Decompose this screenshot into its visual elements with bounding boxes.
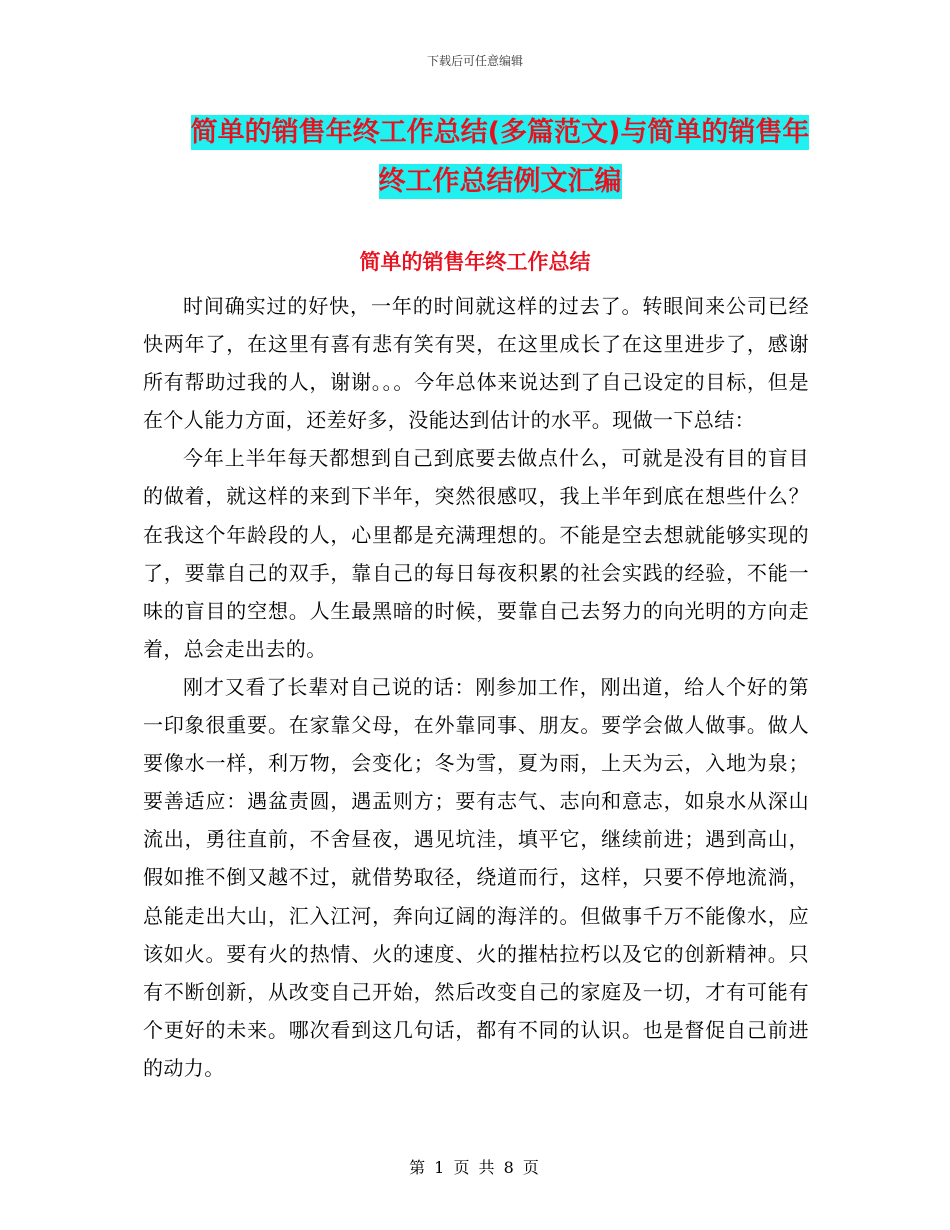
page-footer: 第 1 页 共 8 页 — [409, 1158, 541, 1177]
paragraph-2: 今年上半年每天都想到自己到底要去做点什么，可就是没有目的盲目的做着，就这样的来到下半年，突然很感叹，我上半年到底在想些什么？在我这个年龄段的人，心里都是充满理想的。不能是空去想就能够实现的了，要靠自己的双手，靠自己的每日每夜积累的社会实践的经验，不能一味的盲目的空想。人生最黑暗的时候，要靠自己去努力的向光明的方向走着，总会走出去的。 — [143, 446, 809, 661]
document-body — [143, 287, 809, 1087]
paragraph-1: 时间确实过的好快，一年的时间就这样的过去了。转眼间来公司已经快两年了，在这里有喜有悲有笑有哭，在这里成长了在这里进步了，感谢所有帮助过我的人，谢谢。。。今年总体来说达到了自己设定的目标，但是在个人能力方面，还差好多，没能达到估计的水平。现做一下总结： — [143, 294, 809, 433]
title-line-1: 简单的销售年终工作总结(多篇范文)与简单的销售年 — [190, 117, 810, 148]
title-line-2: 终工作总结例文汇编 — [378, 166, 622, 197]
paragraph-3: 刚才又看了长辈对自己说的话：刚参加工作，刚出道，给人个好的第一印象很重要。在家靠父母，在外靠同事、朋友。要学会做人做事。做人要像水一样，利万物，会变化；冬为雪，夏为雨，上天为云，入地为泉；要善适应：遇盆责圆，遇盂则方；要有志气、志向和意志，如泉水从深山流出，勇往直前，不舍昼夜，遇见坑洼，填平它，继续前进；遇到高山，假如推不倒又越不过，就借势取径，绕道而行，这样，只要不停地流淌，总能走出大山，汇入江河，奔向辽阔的海洋的。但做事千万不能像水，应该如火。要有火的热情、火的速度、火的摧枯拉朽以及它的创新精神。只有不断创新，从改变自己开始，然后改变自己的家庭及一切，才有可能有个更好的未来。哪次看到这几句话，都有不同的认识。也是督促自己前进的动力。 — [143, 674, 809, 1080]
section-title: 简单的销售年终工作总结 — [359, 250, 591, 274]
document-title — [180, 108, 820, 206]
page-header: 下载后可任意编辑 — [426, 54, 523, 68]
